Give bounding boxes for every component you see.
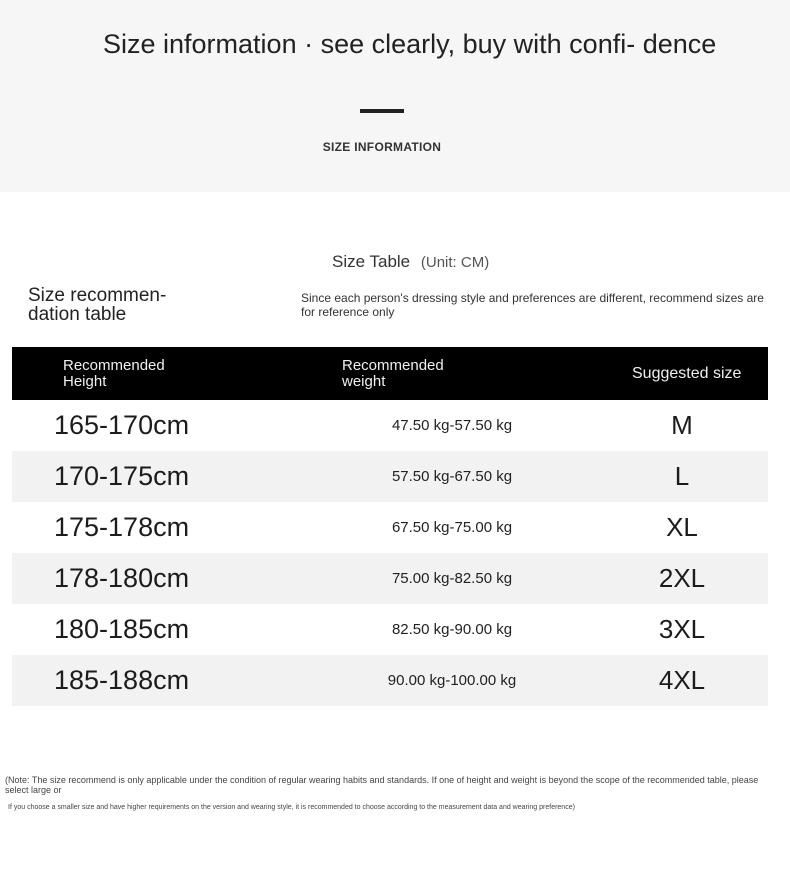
page-subtitle: SIZE INFORMATION — [322, 140, 442, 154]
cell-size: L — [674, 461, 690, 491]
table-row — [12, 655, 768, 706]
header-height-line2: Height — [63, 372, 107, 390]
header-weight — [332, 358, 632, 390]
table-row — [12, 451, 768, 502]
footnote-secondary: If you choose a smaller size and have higher requirements on the version and wearing style, it is recommended to choose according to the measurement data and wearing preference) — [8, 804, 575, 811]
page-title: Size information · see clearly, buy with confi- dence — [103, 29, 717, 59]
cell-weight: 90.00 kg-100.00 kg — [387, 672, 517, 689]
header-size: Suggested size — [632, 364, 742, 382]
header-banner — [0, 0, 790, 192]
header-height-line1: Recommended — [63, 356, 165, 374]
table-row — [12, 502, 768, 553]
table-header — [12, 347, 768, 400]
cell-size: XL — [666, 512, 698, 542]
cell-size: M — [671, 410, 693, 440]
table-row — [12, 400, 768, 451]
footnote-main: (Note: The size recommend is only applicable under the condition of regular wearing habits and standards. If one of height and weight is beyond the scope of the recommended table, please select large or — [5, 775, 759, 795]
cell-size: 4XL — [658, 665, 706, 695]
cell-weight: 67.50 kg-75.00 kg — [391, 519, 513, 536]
header-height — [12, 358, 332, 390]
cell-height: 178-180cm — [54, 563, 190, 593]
size-table — [12, 347, 768, 706]
header-weight-line2: weight — [342, 372, 386, 390]
cell-size: 2XL — [658, 563, 706, 593]
table-row — [12, 604, 768, 655]
cell-size: 3XL — [658, 614, 706, 644]
cell-height: 165-170cm — [54, 410, 190, 440]
header-weight-line1: Recommended — [342, 356, 444, 374]
cell-weight: 75.00 kg-82.50 kg — [391, 570, 513, 587]
size-table-heading — [332, 252, 489, 272]
table-row — [12, 553, 768, 604]
cell-weight: 47.50 kg-57.50 kg — [391, 417, 513, 434]
cell-height: 175-178cm — [54, 512, 190, 542]
cell-height: 170-175cm — [54, 461, 190, 491]
cell-weight: 82.50 kg-90.00 kg — [391, 621, 513, 638]
cell-weight: 57.50 kg-67.50 kg — [391, 468, 513, 485]
size-table-unit: (Unit: CM) — [420, 254, 490, 271]
recommendation-note: Since each person's dressing style and preferences are different, recommend sizes are for reference only — [301, 291, 764, 319]
cell-height: 185-188cm — [54, 665, 190, 695]
size-table-title: Size Table — [332, 252, 411, 271]
recommendation-title: Size recommen- dation table — [28, 285, 167, 325]
cell-height: 180-185cm — [54, 614, 190, 644]
title-underline — [360, 109, 404, 113]
